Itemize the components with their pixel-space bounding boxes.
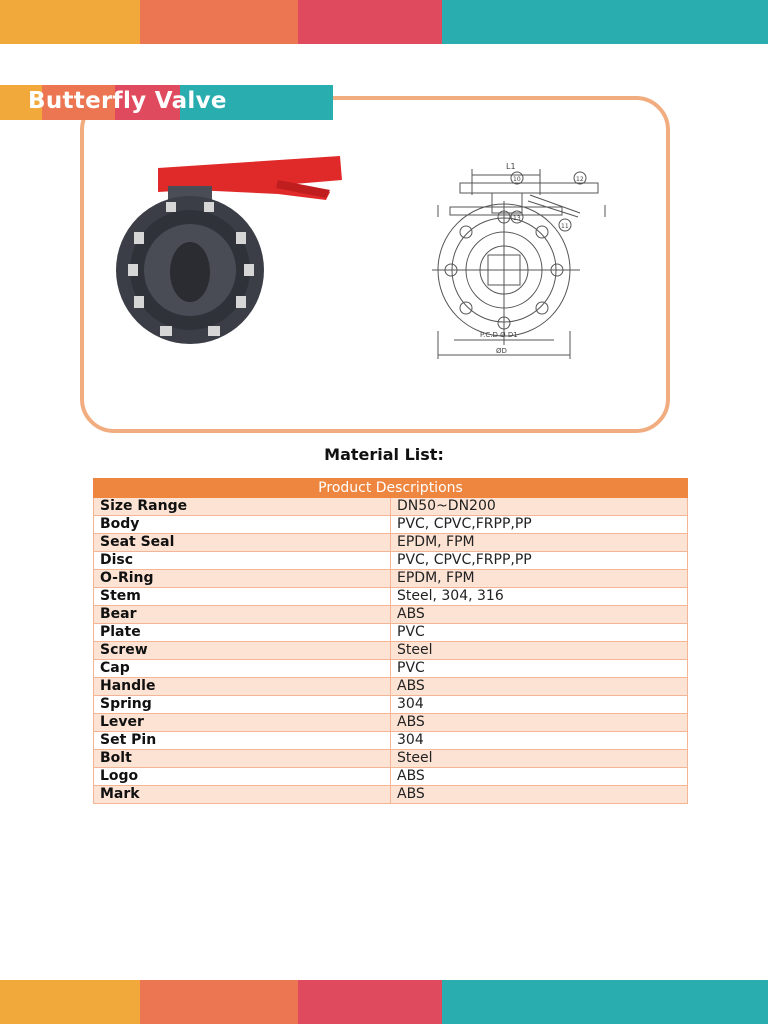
table-row [94,498,688,516]
row-value: 304 [391,696,688,714]
row-value: ABS [391,768,688,786]
row-label: Body [94,516,391,534]
row-label: Disc [94,552,391,570]
drawing-label-od: ØD [496,347,507,355]
row-label: Mark [94,786,391,804]
drawing-label-pcd: P.C.D Ø D1 [480,331,518,339]
row-label: Logo [94,768,391,786]
row-value: EPDM, FPM [391,534,688,552]
table-row [94,678,688,696]
page-title: Butterfly Valve [28,88,227,114]
row-label: O-Ring [94,570,391,588]
callout-10: 10 [513,176,521,183]
material-table [93,478,688,804]
row-value: ABS [391,606,688,624]
table-row [94,732,688,750]
callout-13: 13 [513,215,521,222]
table-row [94,660,688,678]
table-row [94,534,688,552]
row-value: PVC [391,624,688,642]
table-row [94,768,688,786]
table-header: Product Descriptions [94,479,688,498]
table-row [94,624,688,642]
row-value: ABS [391,678,688,696]
row-label: Bear [94,606,391,624]
title-banner [0,85,333,120]
table-row [94,786,688,804]
table-row [94,516,688,534]
row-value: PVC, CPVC,FRPP,PP [391,552,688,570]
row-label: Handle [94,678,391,696]
row-label: Spring [94,696,391,714]
row-value: Steel [391,750,688,768]
row-label: Stem [94,588,391,606]
callout-11: 11 [561,223,569,230]
valve-technical-drawing [410,155,615,367]
table-row [94,750,688,768]
valve-photo [98,150,346,346]
row-value: PVC, CPVC,FRPP,PP [391,516,688,534]
table-row [94,606,688,624]
material-list-heading: Material List: [324,445,444,464]
row-label: Plate [94,624,391,642]
row-value: Steel [391,642,688,660]
row-value: Steel, 304, 316 [391,588,688,606]
top-color-bar [0,0,768,44]
row-value: ABS [391,786,688,804]
table-row [94,642,688,660]
row-label: Lever [94,714,391,732]
table-row [94,588,688,606]
row-label: Size Range [94,498,391,516]
table-row [94,714,688,732]
drawing-label-l1: L1 [506,162,516,171]
row-value: ABS [391,714,688,732]
row-value: PVC [391,660,688,678]
bottom-color-bar [0,980,768,1024]
row-label: Bolt [94,750,391,768]
table-row [94,552,688,570]
table-row [94,570,688,588]
row-label: Cap [94,660,391,678]
row-label: Seat Seal [94,534,391,552]
callout-12: 12 [576,176,584,183]
row-value: 304 [391,732,688,750]
row-label: Set Pin [94,732,391,750]
row-value: DN50~DN200 [391,498,688,516]
row-label: Screw [94,642,391,660]
table-row [94,696,688,714]
row-value: EPDM, FPM [391,570,688,588]
